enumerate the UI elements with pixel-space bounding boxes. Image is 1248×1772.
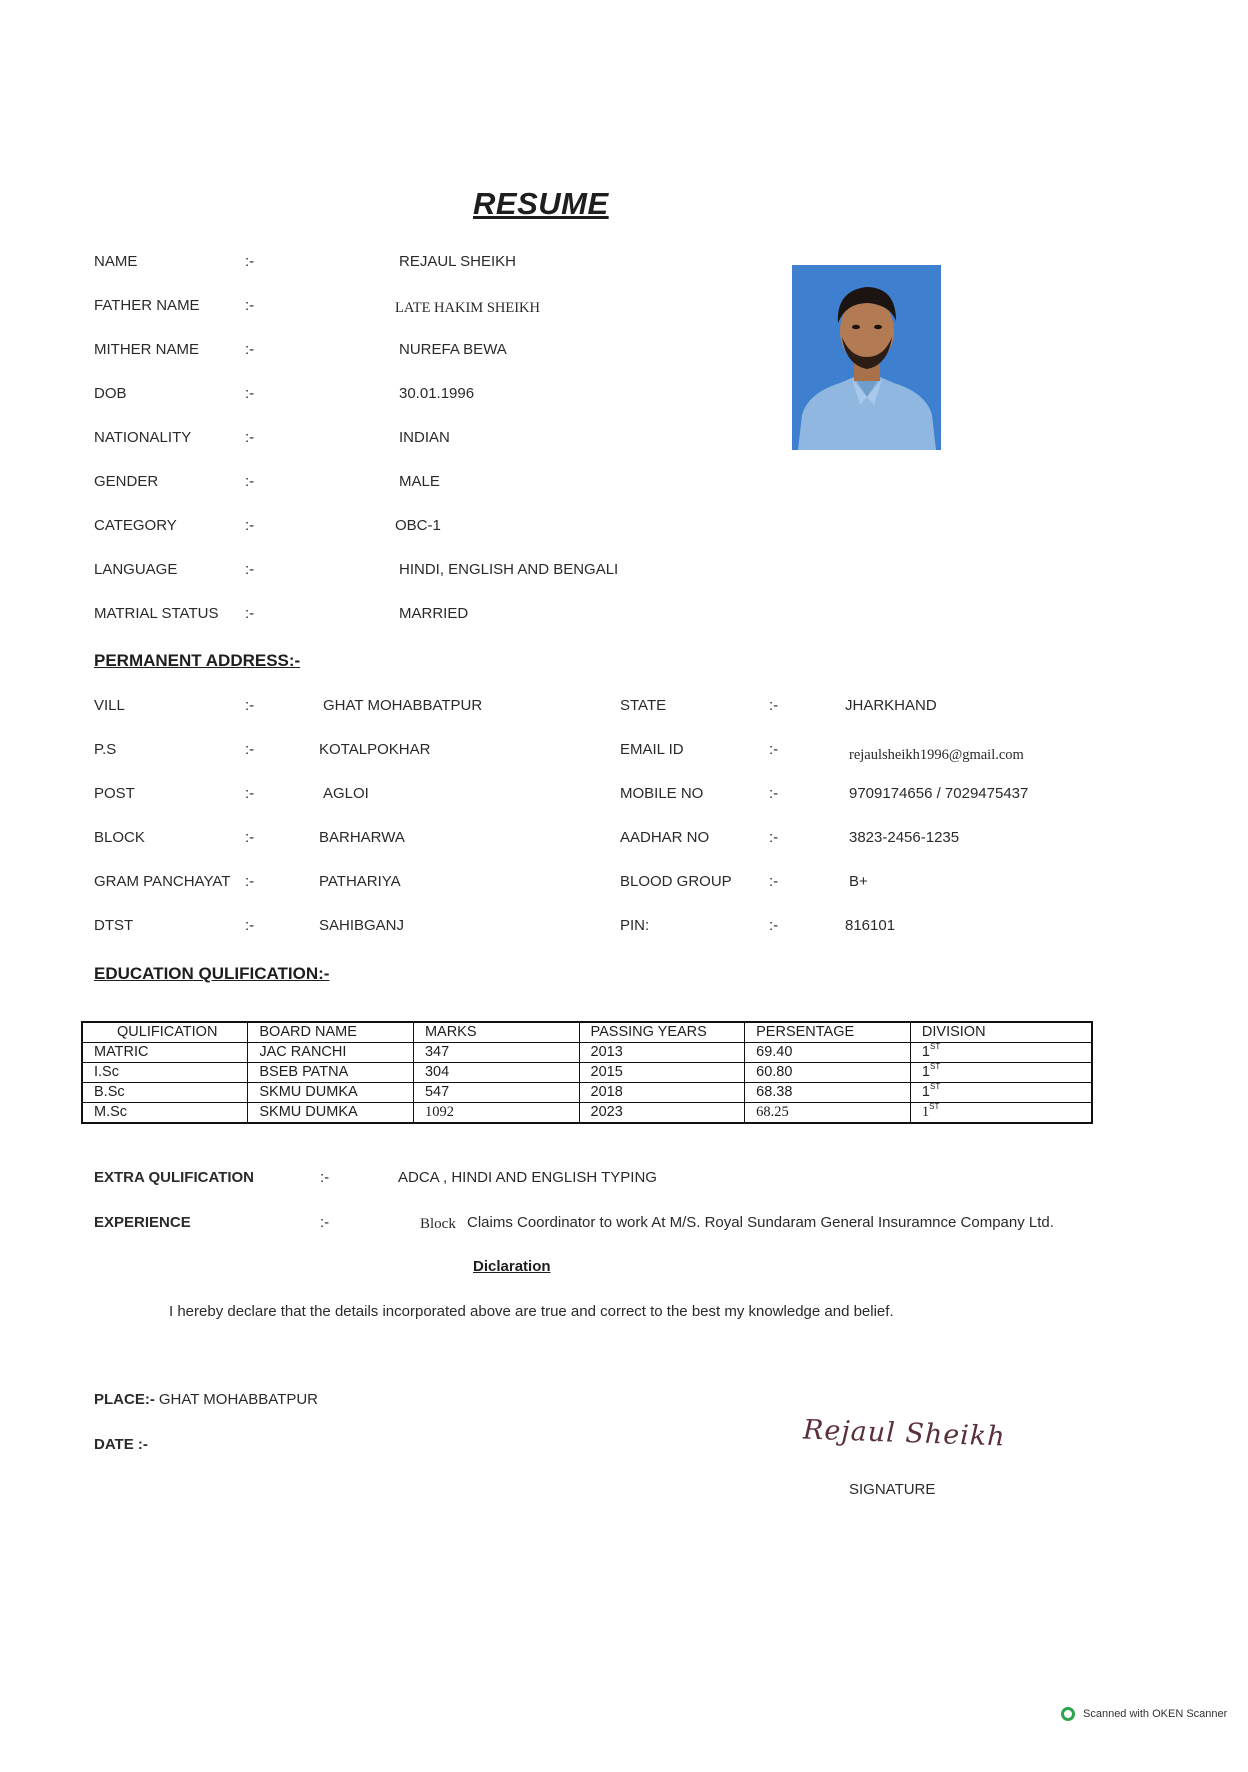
address-label: P.S bbox=[94, 741, 117, 758]
column-header: QULIFICATION bbox=[82, 1022, 248, 1043]
mother-name-label: MITHER NAME bbox=[94, 341, 199, 358]
table-cell: JAC RANCHI bbox=[248, 1043, 414, 1063]
nationality-sep: :- bbox=[245, 429, 255, 446]
extra-qualification-label: EXTRA QULIFICATION bbox=[94, 1169, 254, 1186]
address-sep: :- bbox=[245, 741, 255, 758]
father-name-label: FATHER NAME bbox=[94, 297, 200, 314]
address-sep: :- bbox=[245, 785, 255, 802]
contact-label: PIN: bbox=[620, 917, 650, 934]
education-table bbox=[81, 1021, 1093, 1124]
column-header: PASSING YEARS bbox=[579, 1022, 745, 1043]
table-cell: 60.80 bbox=[745, 1063, 911, 1083]
contact-sep: :- bbox=[769, 697, 779, 714]
column-header: BOARD NAME bbox=[248, 1022, 414, 1043]
address-value: KOTALPOKHAR bbox=[319, 741, 431, 758]
experience-sep: :- bbox=[320, 1214, 330, 1231]
contact-label: AADHAR NO bbox=[620, 829, 710, 846]
table-cell bbox=[910, 1103, 1092, 1124]
table-cell: BSEB PATNA bbox=[248, 1063, 414, 1083]
extra-qualification-sep: :- bbox=[320, 1169, 330, 1186]
contact-sep: :- bbox=[769, 873, 779, 890]
table-cell: 2013 bbox=[579, 1043, 745, 1063]
table-cell: 2023 bbox=[579, 1103, 745, 1124]
division-value: 1 bbox=[921, 1104, 930, 1120]
gender-value: MALE bbox=[399, 473, 440, 490]
page-title: RESUME bbox=[473, 186, 609, 221]
signature-label: SIGNATURE bbox=[849, 1481, 936, 1498]
signature-handwritten: Rejaul Sheikh bbox=[802, 1414, 1007, 1453]
table-cell: 68.38 bbox=[745, 1083, 911, 1103]
scanner-text: Scanned with OKEN Scanner bbox=[1083, 1707, 1228, 1720]
pin-value: 816101 bbox=[845, 917, 896, 934]
division-suffix: ST bbox=[929, 1062, 941, 1071]
experience-prefix: Block bbox=[420, 1216, 456, 1232]
marital-status-value: MARRIED bbox=[399, 605, 469, 622]
contact-label: MOBILE NO bbox=[620, 785, 704, 802]
marital-status-sep: :- bbox=[245, 605, 255, 622]
marital-status-label: MATRIAL STATUS bbox=[94, 605, 219, 622]
address-sep: :- bbox=[245, 829, 255, 846]
extra-qualification-value: ADCA , HINDI AND ENGLISH TYPING bbox=[398, 1169, 657, 1186]
table-row bbox=[82, 1083, 1092, 1103]
place-line bbox=[94, 1391, 318, 1408]
column-header: MARKS bbox=[413, 1022, 579, 1043]
contact-sep: :- bbox=[769, 741, 779, 758]
dob-label: DOB bbox=[94, 385, 127, 402]
table-cell: 347 bbox=[413, 1043, 579, 1063]
contact-label: BLOOD GROUP bbox=[620, 873, 732, 890]
dob-value: 30.01.1996 bbox=[399, 385, 475, 402]
mobile-value: 9709174656 / 7029475437 bbox=[849, 785, 1029, 802]
contact-label: EMAIL ID bbox=[620, 741, 684, 758]
division-value: 1 bbox=[921, 1044, 930, 1060]
table-cell: M.Sc bbox=[82, 1103, 248, 1124]
name-sep: :- bbox=[245, 253, 255, 270]
table-cell: 1092 bbox=[413, 1103, 579, 1124]
address-value: SAHIBGANJ bbox=[319, 917, 405, 934]
table-row bbox=[82, 1103, 1092, 1124]
division-value: 1 bbox=[921, 1084, 930, 1100]
place-value: GHAT MOHABBATPUR bbox=[158, 1391, 319, 1408]
declaration-text: I hereby declare that the details incorporated above are true and correct to the best my knowledge and belief. bbox=[169, 1303, 894, 1320]
table-row bbox=[82, 1063, 1092, 1083]
table-row bbox=[82, 1043, 1092, 1063]
profile-photo bbox=[792, 265, 941, 450]
contact-label: STATE bbox=[620, 697, 667, 714]
division-value: 1 bbox=[921, 1064, 930, 1080]
table-cell: I.Sc bbox=[82, 1063, 248, 1083]
table-cell: 69.40 bbox=[745, 1043, 911, 1063]
table-cell: B.Sc bbox=[82, 1083, 248, 1103]
place-label: PLACE:- bbox=[94, 1391, 155, 1408]
gender-label: GENDER bbox=[94, 473, 159, 490]
table-header-row bbox=[82, 1022, 1092, 1043]
name-label: NAME bbox=[94, 253, 138, 270]
address-label: DTST bbox=[94, 917, 134, 934]
date-label: DATE :- bbox=[94, 1436, 148, 1453]
address-sep: :- bbox=[245, 697, 255, 714]
division-suffix: ST bbox=[929, 1042, 941, 1051]
blood-group-value: B+ bbox=[849, 873, 868, 890]
father-name-value: LATE HAKIM SHEIKH bbox=[395, 300, 540, 316]
address-value: AGLOI bbox=[323, 785, 369, 802]
table-cell: 547 bbox=[413, 1083, 579, 1103]
address-label: VILL bbox=[94, 697, 125, 714]
experience-label: EXPERIENCE bbox=[94, 1214, 191, 1231]
address-value: PATHARIYA bbox=[319, 873, 401, 890]
category-value: OBC-1 bbox=[395, 517, 441, 534]
scanner-watermark bbox=[1061, 1707, 1227, 1721]
table-cell: 2015 bbox=[579, 1063, 745, 1083]
table-cell: 304 bbox=[413, 1063, 579, 1083]
table-cell: MATRIC bbox=[82, 1043, 248, 1063]
language-value: HINDI, ENGLISH AND BENGALI bbox=[399, 561, 619, 578]
address-value: GHAT MOHABBATPUR bbox=[323, 697, 483, 714]
declaration-heading: Diclaration bbox=[473, 1258, 551, 1275]
address-sep: :- bbox=[245, 873, 255, 890]
education-heading: EDUCATION QULIFICATION:- bbox=[94, 964, 330, 983]
dob-sep: :- bbox=[245, 385, 255, 402]
column-header: DIVISION bbox=[910, 1022, 1092, 1043]
table-cell: 68.25 bbox=[745, 1103, 911, 1124]
contact-sep: :- bbox=[769, 829, 779, 846]
nationality-value: INDIAN bbox=[399, 429, 450, 446]
table-cell: 2018 bbox=[579, 1083, 745, 1103]
address-sep: :- bbox=[245, 917, 255, 934]
division-suffix: ST bbox=[929, 1082, 941, 1091]
column-header: PERSENTAGE bbox=[745, 1022, 911, 1043]
address-label: GRAM PANCHAYAT bbox=[94, 873, 231, 890]
contact-sep: :- bbox=[769, 917, 779, 934]
table-cell bbox=[910, 1063, 1092, 1083]
division-suffix: ST bbox=[929, 1102, 940, 1111]
table-cell: SKMU DUMKA bbox=[248, 1083, 414, 1103]
contact-sep: :- bbox=[769, 785, 779, 802]
language-sep: :- bbox=[245, 561, 255, 578]
category-label: CATEGORY bbox=[94, 517, 177, 534]
aadhar-value: 3823-2456-1235 bbox=[849, 829, 960, 846]
name-value: REJAUL SHEIKH bbox=[399, 253, 516, 270]
table-cell bbox=[910, 1083, 1092, 1103]
mother-name-sep: :- bbox=[245, 341, 255, 358]
father-name-sep: :- bbox=[245, 297, 255, 314]
contact-value: JHARKHAND bbox=[845, 697, 937, 714]
language-label: LANGUAGE bbox=[94, 561, 178, 578]
address-value: BARHARWA bbox=[319, 829, 405, 846]
table-cell: SKMU DUMKA bbox=[248, 1103, 414, 1124]
category-sep: :- bbox=[245, 517, 255, 534]
mother-name-value: NUREFA BEWA bbox=[399, 341, 507, 358]
scanner-logo-icon bbox=[1061, 1707, 1075, 1721]
gender-sep: :- bbox=[245, 473, 255, 490]
experience-value: Claims Coordinator to work At M/S. Royal Sundaram General Insuramnce Company Ltd. bbox=[467, 1214, 1054, 1231]
permanent-address-heading: PERMANENT ADDRESS:- bbox=[94, 651, 301, 670]
table-cell bbox=[910, 1043, 1092, 1063]
address-label: POST bbox=[94, 785, 135, 802]
nationality-label: NATIONALITY bbox=[94, 429, 192, 446]
email-value: rejaulsheikh1996@gmail.com bbox=[849, 747, 1024, 763]
address-label: BLOCK bbox=[94, 829, 145, 846]
